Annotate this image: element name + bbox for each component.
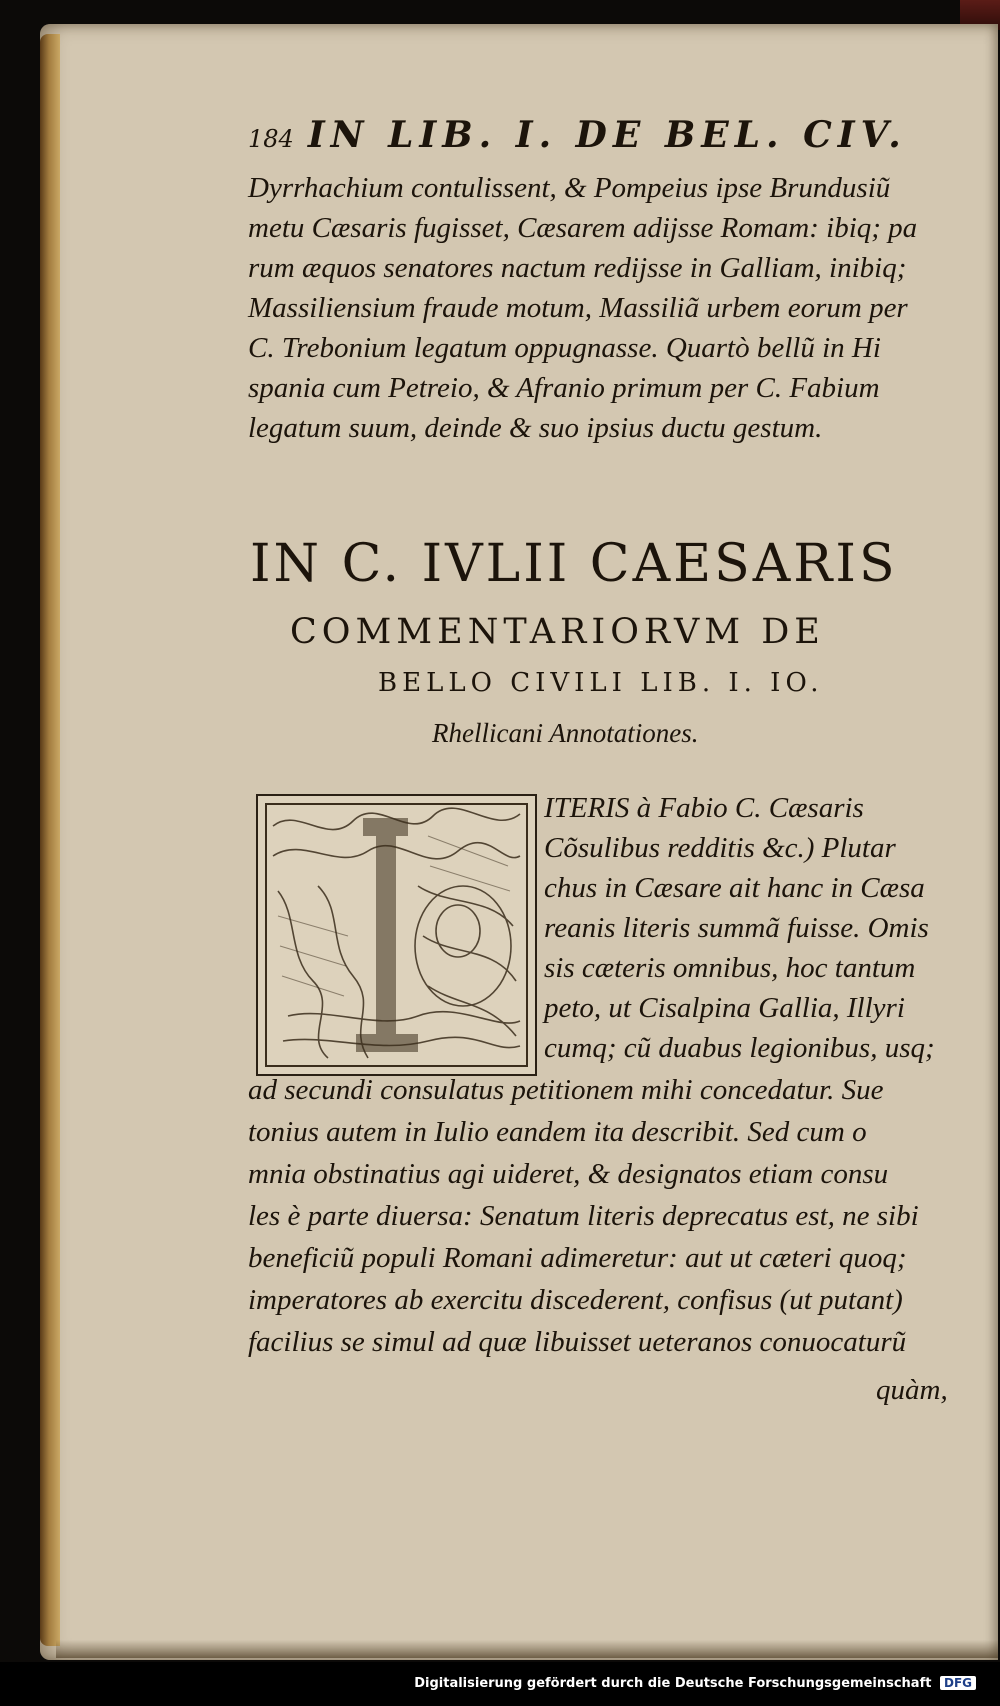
main-paragraph-line: tonius autem in Iulio eandem ita describit. Sed cum o xyxy=(248,1116,867,1148)
main-paragraph-line: ITERIS à Fabio C. Cæsaris xyxy=(544,792,864,824)
woodcut-initial-illustration xyxy=(258,796,535,1074)
main-paragraph-line: reanis literis summã fuisse. Omis xyxy=(544,912,929,944)
running-header xyxy=(248,114,907,156)
top-paragraph-line: metu Cæsaris fugisset, Cæsarem adijsse Romam: ibiq; pa xyxy=(248,212,918,244)
catchword: quàm, xyxy=(876,1374,948,1406)
top-paragraph-line: rum æquos senatores nactum redijsse in Galliam, inibiq; xyxy=(248,252,907,284)
main-paragraph-line: cumq; cũ duabus legionibus, usq; xyxy=(544,1032,935,1064)
top-paragraph-line: Massiliensium fraude motum, Massiliã urbem eorum per xyxy=(248,292,908,324)
footer-bar xyxy=(0,1662,1000,1706)
annotations-heading: Rhellicani Annotationes. xyxy=(432,718,699,748)
main-paragraph-line: imperatores ab exercitu discederent, confisus (ut putant) xyxy=(248,1284,903,1316)
funding-credit xyxy=(414,1676,976,1691)
section-title: IN C. IVLII CAESARIS xyxy=(250,534,898,594)
section-subtitle: COMMENTARIORVM DE xyxy=(290,612,825,652)
top-paragraph-line: legatum suum, deinde & suo ipsius ductu gestum. xyxy=(248,412,823,444)
main-paragraph-line: les è parte diuersa: Senatum literis deprecatus est, ne sibi xyxy=(248,1200,919,1232)
running-title: IN LIB. I. DE BEL. CIV. xyxy=(307,114,907,156)
top-paragraph-line: spania cum Petreio, & Afranio primum per C. Fabium xyxy=(248,372,880,404)
top-paragraph-line: Dyrrhachium contulissent, & Pompeius ipse Brundusiũ xyxy=(248,172,891,204)
dfg-logo: DFG xyxy=(940,1676,976,1690)
main-paragraph-line: peto, ut Cisalpina Gallia, Illyri xyxy=(544,992,905,1024)
main-paragraph-line: ad secundi consulatus petitionem mihi concedatur. Sue xyxy=(248,1074,884,1106)
main-paragraph-line: Cõsulibus redditis &c.) Plutar xyxy=(544,832,896,864)
main-paragraph-line: chus in Cæsare ait hanc in Cæsa xyxy=(544,872,925,904)
decorated-initial-letter-image xyxy=(256,794,537,1076)
main-paragraph-line: mnia obstinatius agi uideret, & designatos etiam consu xyxy=(248,1158,889,1190)
top-paragraph-line: C. Trebonium legatum oppugnasse. Quartò bellũ in Hi xyxy=(248,332,881,364)
funding-credit-text: Digitalisierung gefördert durch die Deutsche Forschungsgemeinschaft xyxy=(414,1676,932,1691)
page-number: 184 xyxy=(248,125,294,153)
main-paragraph-line: sis cæteris omnibus, hoc tantum xyxy=(544,952,916,984)
section-subtitle-book: BELLO CIVILI LIB. I. IO. xyxy=(378,668,824,698)
page-edge xyxy=(40,34,60,1646)
main-paragraph-line: beneficiũ populi Romani adimeretur: aut ut cæteri quoq; xyxy=(248,1242,907,1274)
main-paragraph-line: facilius se simul ad quæ libuisset ueteranos conuocaturũ xyxy=(248,1326,907,1358)
page-bottom-shadow xyxy=(56,1640,998,1658)
